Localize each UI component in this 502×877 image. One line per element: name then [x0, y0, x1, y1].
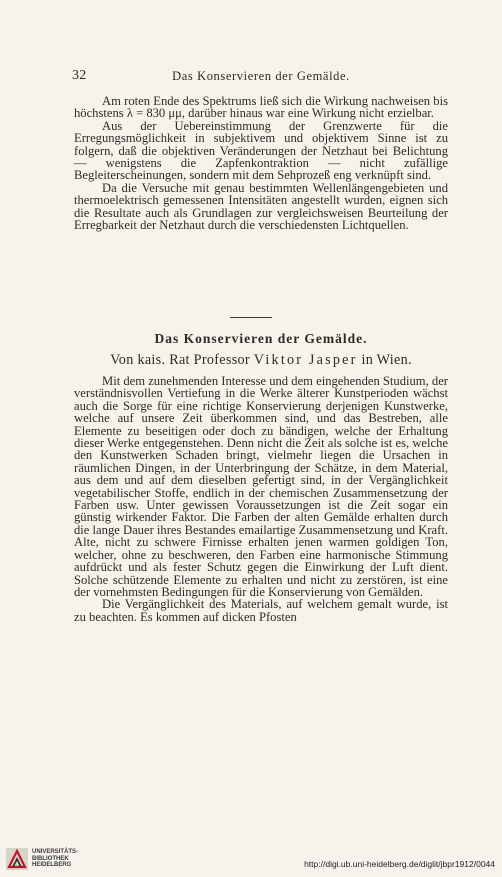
text-block-top: [74, 95, 448, 231]
library-emblem-icon: [6, 848, 28, 870]
section-title: Das Konservieren der Gemälde.: [154, 331, 368, 346]
byline-prefix: Von kais. Rat Professor: [110, 352, 250, 368]
section-divider: [230, 317, 272, 318]
paragraph: Am roten Ende des Spektrums ließ sich die Wirkung nachweisen bis höchstens λ = 830 μμ, darüber hinaus war eine Wirkung nicht erzielbar.: [74, 94, 448, 121]
paragraph: Mit dem zunehmenden Interesse und dem eingehenden Studium, der verständnisvollen Vertiefung in die Werke älterer Kunstperioden wächst auch die Sorge für eine richtige Konservierung derjenigen Kunstwerke, welche auf unsere Zeit überkommen sind, und das Bestreben, alle Elemente zu beseitigen oder doch zu bändigen, welche der Erhaltung dieser Werke entgegenstehen. Denn nicht die Zeit als solche ist es, welche den Kunstwerken Schaden bringt, vielmehr liegen die Ursachen in räumlichen Dingen, in der Unterbringung der Schätze, in dem Material, aus dem und auf dem dieselben gefertigt sind, in der Vergänglichkeit vegetabilischer Stoffe, endlich in der chemischen Zusammensetzung der Farben usw. Unter gewissen Voraussetzungen ist die Zeit sogar ein günstig wirkender Faktor. Die Farben der alten Gemälde erhalten durch die lange Dauer ihres Bestandes emailartige Zusammensetzung und Kraft. Alte, nicht zu schwere Firnisse erhalten jenen warmen goldigen Ton, welcher, ohne zu beschweren, den Farben eine harmonische Stimmung aufdrückt und als fester Schutz gegen die Einwirkung der Luft dient. Solche schützende Elemente zu erhalten und nicht zu zerstören, ist eine der vornehmsten Bedingungen für die Konservierung von Gemälden.: [74, 374, 448, 599]
byline-suffix: in Wien.: [361, 352, 412, 368]
author-name: Viktor Jasper: [253, 352, 358, 368]
paragraph: Aus der Uebereinstimmung der Grenzwerte für die Erregungsmöglichkeit in subjektivem und objektivem Sinne ist zu folgern, daß die objektiven Veränderungen der Netzhaut bei Belichtung — wenigstens die Zapfenkontraktion — nicht zufällige Begleiterscheinungen, sondern mit dem Sehprozeß eng verknüpft sind.: [74, 118, 448, 183]
library-name: [32, 849, 78, 869]
running-title: Das Konservieren der Gemälde.: [172, 69, 350, 83]
text-block-bottom: [74, 375, 448, 623]
paragraph: Die Vergänglichkeit des Materials, auf welchem gemalt wurde, ist zu beachten. Es kommen auf dicken Pfosten: [74, 597, 448, 624]
page-header: [72, 68, 450, 84]
paragraph: Da die Versuche mit genau bestimmten Wellenlängengebieten und thermoelektrisch gemessenen Intensitäten angestellt wurden, eignen sich die Resultate auch als Grundlagen zur vergleichsweisen Beurteilung der Erregbarkeit der Netzhaut durch die verschiedensten Lichtquellen.: [74, 180, 448, 233]
library-name-line: UNIVERSITÄTS-: [32, 849, 79, 856]
byline: [74, 352, 448, 369]
page-number: 32: [72, 68, 87, 83]
source-url-link[interactable]: http://digi.ub.uni-heidelberg.de/diglit/jbpr1912/0044: [304, 859, 495, 869]
library-logo[interactable]: [6, 845, 78, 873]
library-name-line: BIBLIOTHEK: [32, 855, 69, 862]
library-name-line: HEIDELBERG: [32, 862, 72, 869]
